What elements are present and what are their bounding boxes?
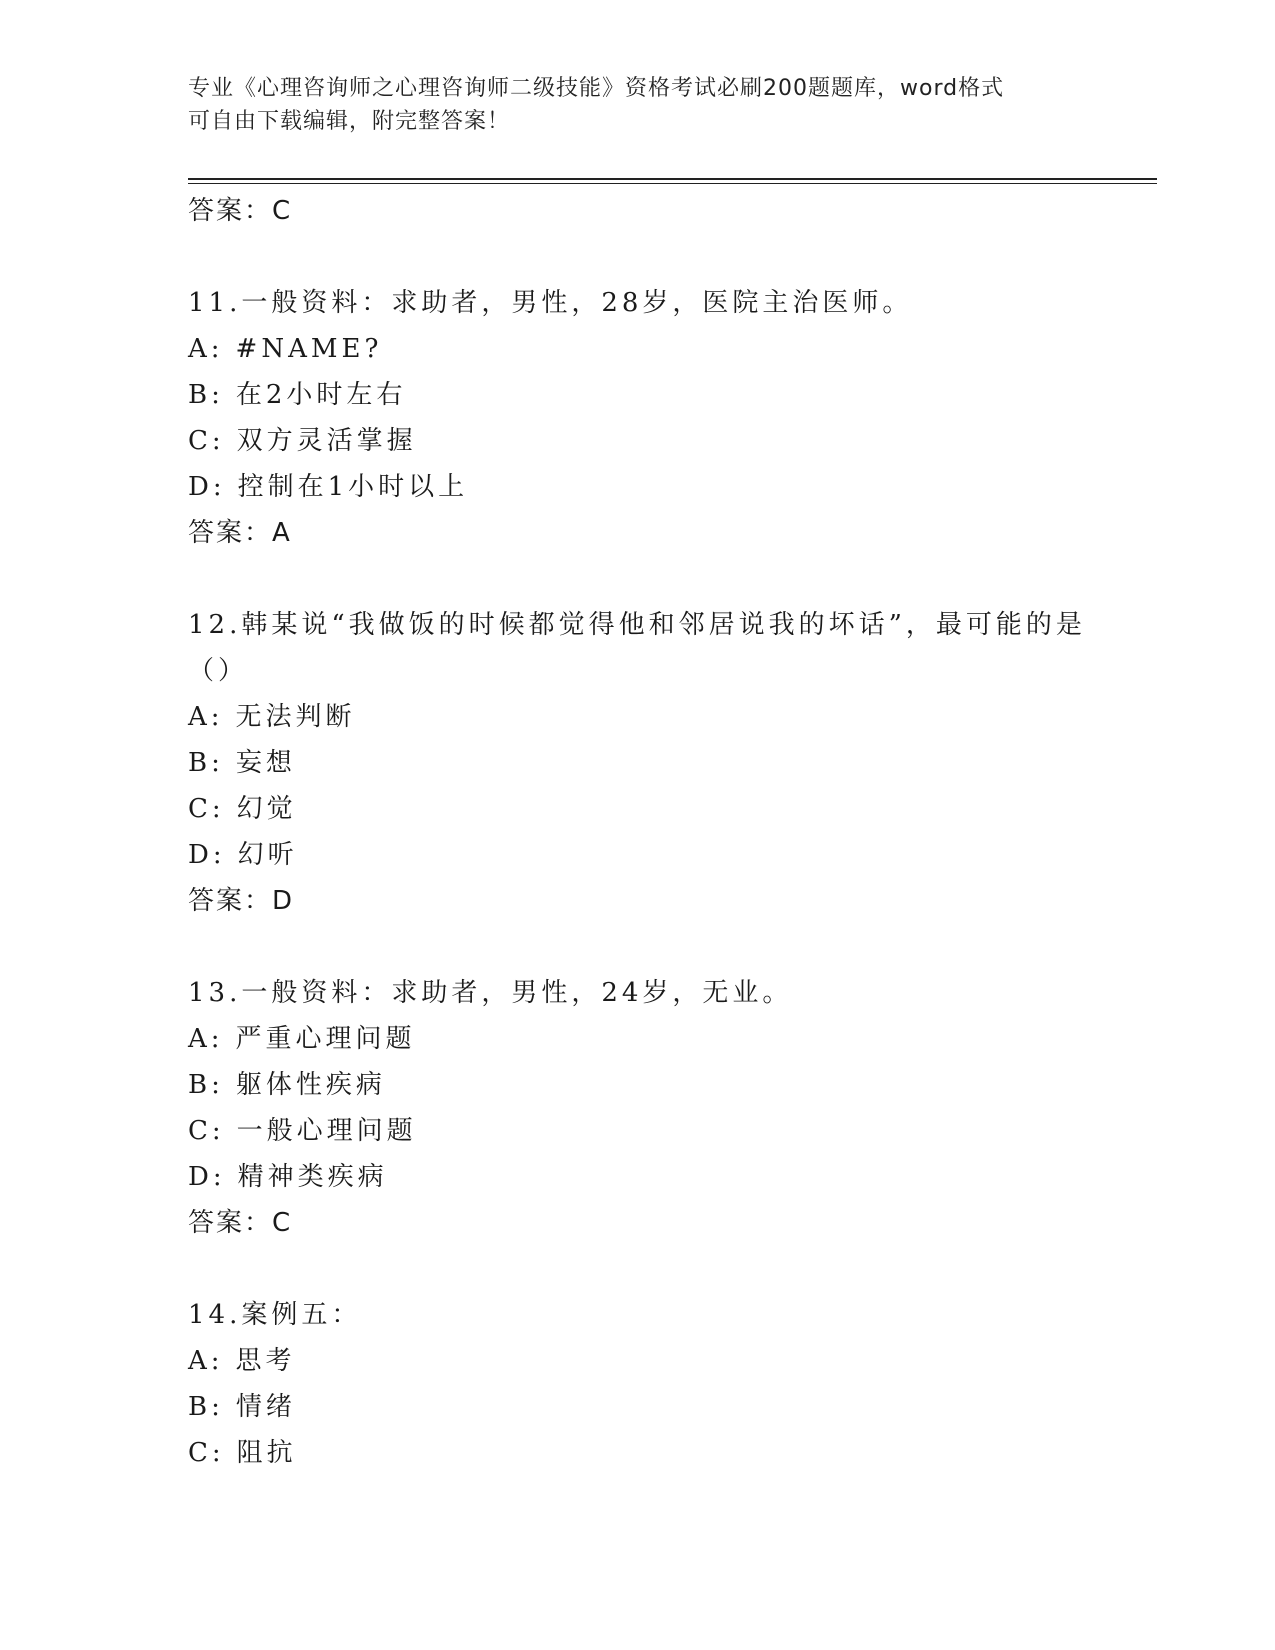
question-text: 12.韩某说“我做饭的时候都觉得他和邻居说我的坏话”，最可能的是（） xyxy=(188,610,1086,686)
option-d: D: 精神类疾病 xyxy=(188,1162,388,1192)
header-divider-thin xyxy=(188,183,1157,184)
question-block xyxy=(188,970,1088,1246)
option-c: C: 一般心理问题 xyxy=(188,1116,417,1146)
answer-line: 答案：D xyxy=(188,886,295,916)
option-c: C: 阻抗 xyxy=(188,1438,297,1468)
header-divider xyxy=(188,178,1157,180)
option-a: A: 思考 xyxy=(188,1346,296,1376)
option-b: B: 情绪 xyxy=(188,1392,296,1422)
question-block xyxy=(188,602,1088,924)
option-c: C: 双方灵活掌握 xyxy=(188,426,417,456)
question-text: 14.案例五： xyxy=(188,1300,362,1330)
question-block xyxy=(188,1292,1088,1476)
header-line-1: 专业《心理咨询师之心理咨询师二级技能》资格考试必刷200题题库，word格式 xyxy=(188,76,1005,101)
option-a: A: #NAME? xyxy=(188,334,383,364)
option-a: A: 严重心理问题 xyxy=(188,1024,416,1054)
option-b: B: 妄想 xyxy=(188,748,296,778)
option-b: B: 躯体性疾病 xyxy=(188,1070,386,1100)
option-b: B: 在2小时左右 xyxy=(188,380,407,410)
option-d: D: 控制在1小时以上 xyxy=(188,472,469,502)
option-a: A: 无法判断 xyxy=(188,702,356,732)
option-d: D: 幻听 xyxy=(188,840,298,870)
question-list xyxy=(188,188,1088,1476)
answer-line: 答案：C xyxy=(188,1208,293,1238)
question-text: 11.一般资料：求助者，男性，28岁，医院主治医师。 xyxy=(188,288,913,318)
answer-line: 答案：A xyxy=(188,518,292,548)
option-c: C: 幻觉 xyxy=(188,794,297,824)
question-text: 13.一般资料：求助者，男性，24岁，无业。 xyxy=(188,978,793,1008)
header-line-2: 可自由下载编辑，附完整答案！ xyxy=(188,109,511,134)
question-block xyxy=(188,280,1088,556)
document-header xyxy=(188,72,1088,138)
answer-line: 答案：C xyxy=(188,196,293,226)
